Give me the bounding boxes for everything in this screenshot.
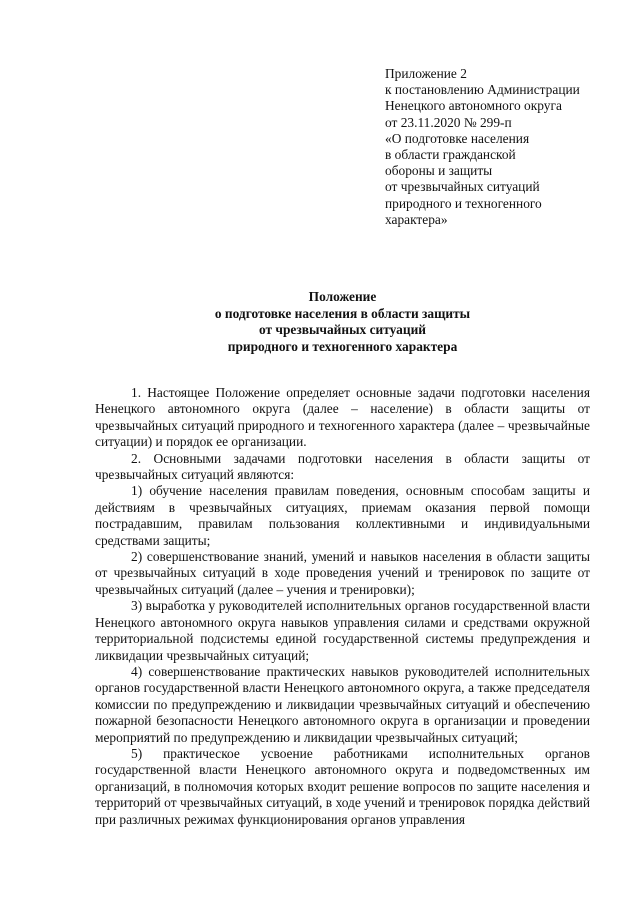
annex-line-5: «О подготовке населения bbox=[385, 130, 530, 146]
paragraph-item-2: 2) совершенствование знаний, умений и навыков населения в области защиты от чрезвычайных ситуаций в ходе проведения учений и тренировок по защите от чрезвычайных ситуаций (далее – учения и тренировки); bbox=[95, 549, 590, 597]
paragraph-item-4: 4) совершенствование практических навыков руководителей исполнительных органов государственной власти Ненецкого автономного округа, а также председателя комиссии по предупреждению и ликвидации чрезвычайных ситуаций и обеспечению пожарной безопасности Ненецкого автономного округа в организации и проведении мероприятий по предупреждению и ликвидации чрезвычайных ситуаций; bbox=[95, 663, 590, 745]
annex-line-3: Ненецкого автономного округа bbox=[385, 98, 562, 114]
annex-line-9: природного и техногенного bbox=[385, 195, 542, 211]
annex-line-8: от чрезвычайных ситуаций bbox=[385, 179, 540, 195]
annex-header bbox=[385, 66, 635, 228]
paragraph-1: 1. Настоящее Положение определяет основные задачи подготовки населения Ненецкого автономного округа (далее – население) в области защиты от чрезвычайных ситуаций природного и техногенного характера (далее – чрезвычайные ситуации) и порядок ее организации. bbox=[95, 385, 590, 450]
annex-line-4: от 23.11.2020 № 299-п bbox=[385, 114, 512, 130]
paragraph-item-3: 3) выработка у руководителей исполнительных органов государственной власти Ненецкого автономного округа навыков управления силами и средствами окружной территориальной подсистемы единой государственной системы предупреждения и ликвидации чрезвычайных ситуаций; bbox=[95, 598, 590, 663]
annex-line-10: характера» bbox=[385, 211, 448, 227]
annex-line-7: обороны и защиты bbox=[385, 163, 493, 179]
annex-line-1: Приложение 2 bbox=[385, 66, 467, 81]
title-line-4: природного и техногенного характера bbox=[227, 338, 458, 354]
document-title bbox=[95, 289, 590, 355]
paragraph-item-5: 5) практическое усвоение работниками исполнительных органов государственной власти Ненецкого автономного округа и подведомственных им организаций, в полномочия которых входит решение вопросов по защите населения и территорий от чрезвычайных ситуаций, в ходе учений и тренировок порядка действий при различных режимах функционирования органов управления bbox=[95, 745, 590, 827]
annex-line-2: к постановлению Администрации bbox=[385, 82, 580, 98]
document-body bbox=[95, 385, 590, 828]
paragraph-item-1: 1) обучение населения правилам поведения, основным способам защиты и действиям в чрезвычайных ситуациях, приемам оказания первой помощи пострадавшим, правилам пользования коллективными и индивидуальными средствами защиты; bbox=[95, 483, 590, 548]
title-line-1: Положение bbox=[308, 289, 377, 304]
annex-line-6: в области гражданской bbox=[385, 147, 516, 163]
paragraph-2: 2. Основными задачами подготовки населения в области защиты от чрезвычайных ситуаций являются: bbox=[95, 450, 590, 483]
title-line-2: о подготовке населения в области защиты bbox=[214, 305, 471, 321]
title-line-3: от чрезвычайных ситуаций bbox=[258, 322, 427, 338]
